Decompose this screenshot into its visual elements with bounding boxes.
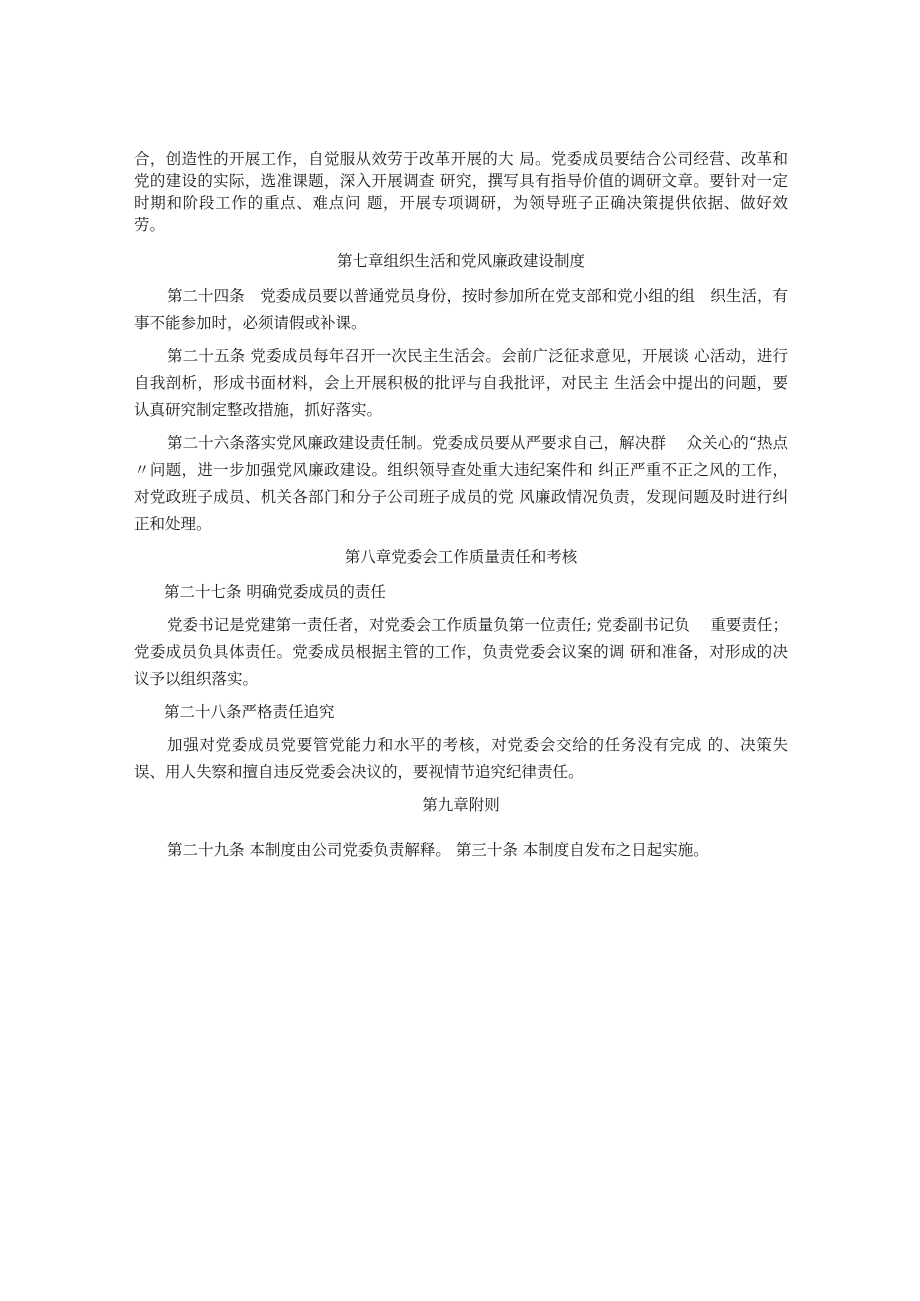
document-body (134, 148, 788, 870)
article-27-body: 党委书记是党建第一责任者，对党委会工作质量负第一位责任; 党委副书记负 重要责任；党委成员负具体责任。党委成员根据主管的工作，负责党委会议案的调 研和准备，对形成的决议予以组织落实。 (134, 616, 788, 688)
chapter-9-heading: 第九章附则 (422, 796, 500, 814)
article-25: 第二十五条 党委成员每年召开一次民主生活会。会前广泛征求意见，开展谈 心活动，进行自我剖析，形成书面材料，会上开展积极的批评与自我批评，对民主 生活会中提出的问题，要认真研究制定整改措施，抓好落实。 (134, 347, 788, 419)
chapter-8-heading: 第八章党委会工作质量责任和考核 (344, 548, 578, 566)
articles-29-30: 第二十九条 本制度由公司党委负责解释。 第三十条 本制度自发布之日起实施。 (167, 841, 709, 859)
article-28-body: 加强对党委成员党要管党能力和水平的考核，对党委会交给的任务没有完成 的、决策失误、用人失察和擅自违反党委会决议的，要视情节追究纪律责任。 (134, 736, 788, 781)
article-24: 第二十四条 党委成员要以普通党员身份，按时参加所在党支部和党小组的组 织生活，有事不能参加时，必须请假或补课。 (134, 287, 788, 332)
article-26: 第二十六条落实党风廉政建设责任制。党委成员要从严要求自己，解决群 众关心的“热点〃问题，进一步加强党风廉政建设。组织领导查处重大违纪案件和 纠正严重不正之风的工作，对党政班子成员、机关各部门和分子公司班子成员的党 风廉政情况负责，发现问题及时进行纠正和处理。 (134, 434, 788, 533)
chapter-7-heading: 第七章组织生活和党风廉政建设制度 (336, 252, 585, 270)
article-28-title: 第二十八条严格责任追究 (164, 703, 335, 721)
article-27-title: 第二十七条 明确党委成员的责任 (164, 583, 386, 601)
intro-paragraph: 合，创造性的开展工作，自觉服从效劳于改革开展的大 局。党委成员要结合公司经营、改革和党的建设的实际，选准课题，深入开展调查 研究，撰写具有指导价值的调研文章。要针对一定时期和阶段工作的重点、难点问 题，开展专项调研，为领导班子正确决策提供依据、做好效劳。 (134, 150, 788, 234)
